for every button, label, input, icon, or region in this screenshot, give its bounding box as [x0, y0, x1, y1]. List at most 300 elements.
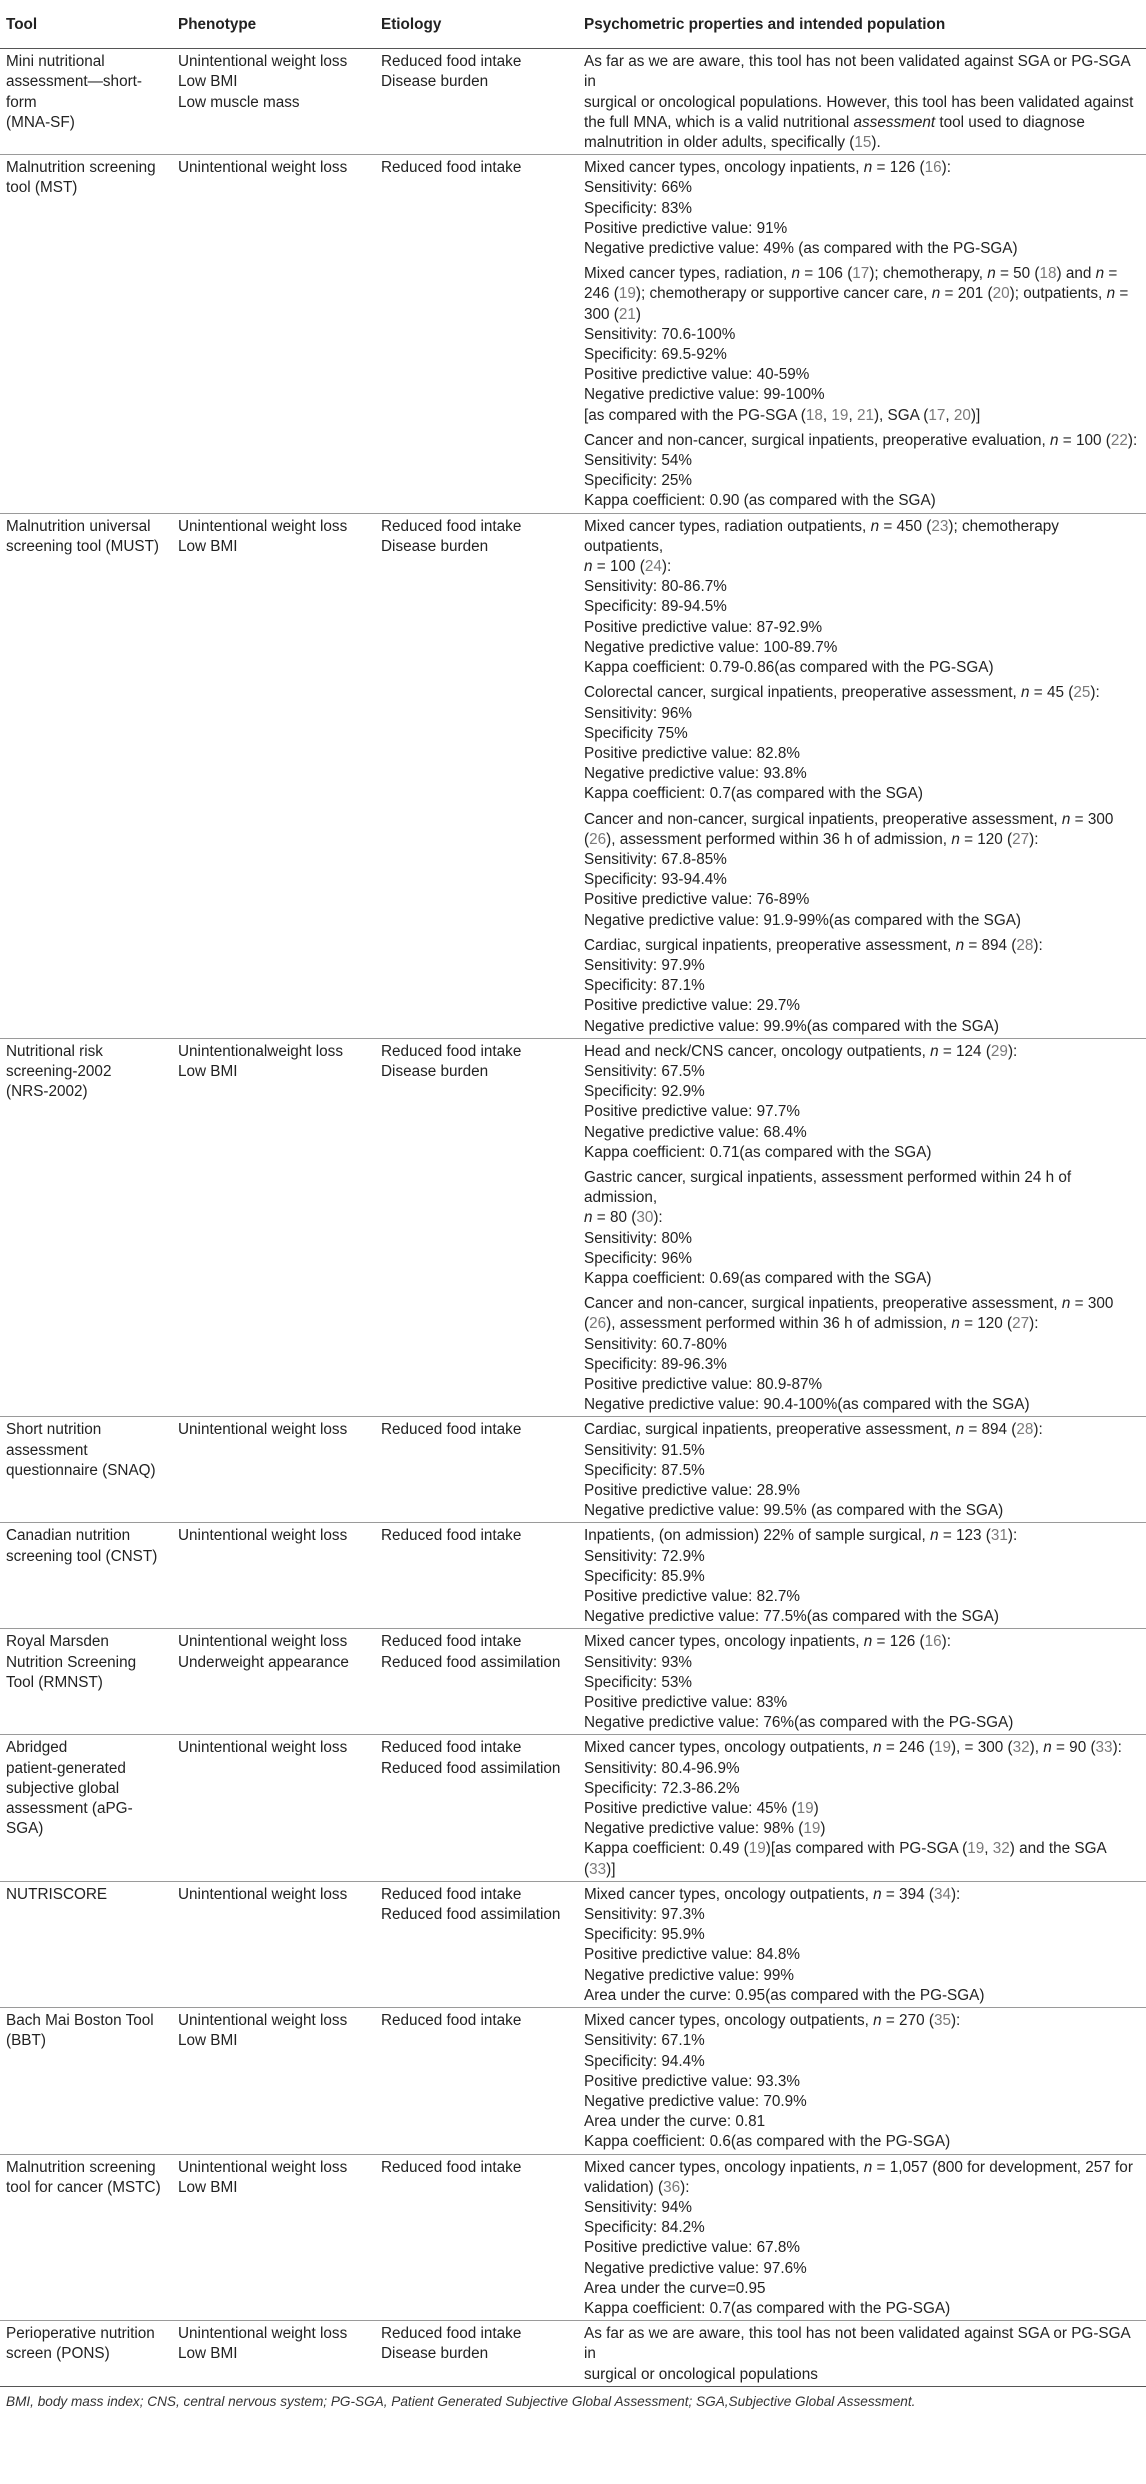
- citation-ref: 34: [933, 1885, 951, 1903]
- text-segment: ):: [1007, 1527, 1018, 1545]
- header-tool: Tool: [0, 3, 172, 49]
- text-segment: Sensitivity: 91.5%: [584, 1441, 705, 1459]
- tool-line: assessment (aPG-SGA): [6, 1800, 133, 1838]
- italic-text: n: [863, 2158, 873, 2176]
- psychometric-line: [584, 284, 1140, 304]
- tool-line: Nutritional risk: [6, 1042, 103, 1060]
- table-row: [0, 2008, 1146, 2154]
- phenotype-line: Low BMI: [178, 537, 238, 555]
- text-segment: ):: [1007, 1042, 1018, 1060]
- text-segment: ), = 300 (: [950, 1739, 1013, 1757]
- citation-ref: 19: [618, 285, 636, 303]
- italic-text: assessment: [853, 113, 936, 131]
- psychometric-line: [584, 1713, 1140, 1733]
- phenotype-line: Unintentional weight loss: [178, 1421, 348, 1439]
- italic-text: n: [951, 1315, 960, 1333]
- tool-line: screening tool (CNST): [6, 1547, 158, 1565]
- citation-ref: 33: [589, 1860, 607, 1878]
- text-segment: Sensitivity: 80%: [584, 1229, 692, 1247]
- citation-ref: 23: [931, 517, 949, 535]
- italic-text: n: [863, 159, 873, 177]
- italic-text: n: [951, 830, 960, 848]
- psychometric-line: [584, 2158, 1140, 2178]
- text-segment: ):: [1029, 1315, 1039, 1333]
- psychometric-line: [584, 1102, 1140, 1122]
- etiology-line: Disease burden: [381, 73, 489, 91]
- tool-line: assessment—short-: [6, 73, 143, 91]
- psychometric-cell: [578, 2154, 1146, 2321]
- tool-line: questionnaire (SNAQ): [6, 1461, 156, 1479]
- psychometric-line: [584, 1123, 1140, 1143]
- text-segment: Kappa coefficient: 0.69(as compared with the SGA): [584, 1269, 932, 1287]
- text-segment: Cardiac, surgical inpatients, preoperative assessment,: [584, 936, 956, 954]
- text-segment: Inpatients, (on admission) 22% of sample surgical,: [584, 1527, 931, 1545]
- text-segment: (: [584, 1315, 590, 1333]
- text-segment: Sensitivity: 54%: [584, 452, 692, 470]
- psychometric-line: [584, 1885, 1140, 1905]
- tool-cell: [0, 49, 172, 155]
- text-segment: ,: [822, 406, 832, 424]
- tool-line: Tool (RMNST): [6, 1673, 103, 1691]
- tool-line: Abridged: [6, 1739, 68, 1757]
- text-segment: (: [584, 830, 590, 848]
- text-segment: Sensitivity: 67.5%: [584, 1062, 705, 1080]
- text-segment: ) and the SGA (: [584, 1840, 1111, 1878]
- text-segment: Specificity: 94.4%: [584, 2052, 705, 2070]
- text-segment: Specificity: 92.9%: [584, 1083, 705, 1101]
- study-block: [584, 1420, 1140, 1521]
- text-segment: the full MNA, which is a valid nutritional: [584, 113, 854, 131]
- tool-line: Royal Marsden: [6, 1633, 109, 1651]
- citation-ref: 26: [589, 830, 607, 848]
- etiology-line: Reduced food intake: [381, 2012, 522, 2030]
- psychometric-cell: [578, 1038, 1146, 1417]
- text-segment: [as compared with the PG-SGA (: [584, 406, 806, 424]
- table-row: [0, 2321, 1146, 2387]
- citation-ref: 15: [854, 134, 872, 152]
- psychometric-line: [584, 219, 1140, 239]
- psychometric-line: [584, 1441, 1140, 1461]
- citation-ref: 26: [589, 1315, 607, 1333]
- etiology-line: Reduced food assimilation: [381, 1653, 561, 1671]
- text-segment: ): [813, 1800, 819, 1818]
- text-segment: = 124 (: [938, 1042, 991, 1060]
- tool-line: Nutrition Screening: [6, 1653, 137, 1671]
- tool-cell: [0, 1523, 172, 1629]
- psychometric-line: [584, 2112, 1140, 2132]
- text-segment: Specificity 75%: [584, 724, 688, 742]
- psychometric-line: [584, 911, 1140, 931]
- text-segment: Positive predictive value: 40-59%: [584, 366, 810, 384]
- text-segment: Sensitivity: 93%: [584, 1653, 692, 1671]
- etiology-cell: [375, 1735, 578, 1881]
- etiology-cell: [375, 513, 578, 1038]
- italic-text: n: [873, 1739, 882, 1757]
- tool-cell: [0, 1629, 172, 1735]
- psychometric-line: [584, 744, 1140, 764]
- text-segment: ); chemotherapy or supportive cancer care,: [635, 285, 932, 303]
- study-block: [584, 517, 1140, 679]
- psychometric-line: [584, 133, 1140, 153]
- header-phenotype: Phenotype: [172, 3, 375, 49]
- citation-ref: 19: [967, 1840, 985, 1858]
- tool-line: (NRS-2002): [6, 1083, 88, 1101]
- phenotype-cell: [172, 1735, 375, 1881]
- psychometric-line: [584, 577, 1140, 597]
- text-segment: Specificity: 85.9%: [584, 1567, 705, 1585]
- etiology-line: Reduced food assimilation: [381, 1759, 561, 1777]
- psychometric-line: [584, 2092, 1140, 2112]
- text-segment: ):: [1127, 431, 1138, 449]
- citation-ref: 31: [990, 1527, 1008, 1545]
- table-row: [0, 1417, 1146, 1523]
- psychometric-line: [584, 52, 1140, 92]
- psychometric-line: [584, 451, 1140, 471]
- citation-ref: 19: [796, 1800, 814, 1818]
- text-segment: Colorectal cancer, surgical inpatients, preoperative assessment,: [584, 684, 1022, 702]
- table-row: [0, 1881, 1146, 2007]
- table-row: [0, 2154, 1146, 2321]
- etiology-cell: [375, 1881, 578, 2007]
- etiology-line: Reduced food intake: [381, 1527, 522, 1545]
- study-block: [584, 1168, 1140, 1289]
- text-segment: ); chemotherapy outpatients,: [584, 517, 1064, 555]
- psychometric-line: [584, 1587, 1140, 1607]
- study-block: [584, 1042, 1140, 1163]
- psychometric-line: [584, 93, 1140, 113]
- text-segment: Positive predictive value: 82.8%: [584, 744, 800, 762]
- screening-tools-table: [0, 3, 1146, 2387]
- psychometric-line: [584, 830, 1140, 850]
- citation-ref: 35: [933, 2012, 951, 2030]
- psychometric-line: [584, 1567, 1140, 1587]
- phenotype-line: Unintentional weight loss: [178, 1739, 348, 1757]
- phenotype-line: Unintentional weight loss: [178, 1633, 348, 1651]
- psychometric-cell: [578, 513, 1146, 1038]
- etiology-line: Disease burden: [381, 2345, 489, 2363]
- text-segment: surgical or oncological populations: [584, 2365, 818, 2383]
- psychometric-cell: [578, 1629, 1146, 1735]
- text-segment: Sensitivity: 97.9%: [584, 956, 705, 974]
- citation-ref: 19: [933, 1739, 951, 1757]
- psychometric-line: [584, 1632, 1140, 1652]
- citation-ref: 25: [1073, 684, 1091, 702]
- tool-line: Bach Mai Boston Tool: [6, 2012, 154, 2030]
- study-block: [584, 2158, 1140, 2320]
- italic-text: n: [873, 2012, 882, 2030]
- italic-text: n: [584, 1209, 593, 1227]
- text-segment: Negative predictive value: 98% (: [584, 1820, 804, 1838]
- text-segment: = 50 (: [995, 265, 1040, 283]
- psychometric-line: [584, 1082, 1140, 1102]
- study-block: [584, 2011, 1140, 2152]
- text-segment: Positive predictive value: 97.7%: [584, 1103, 800, 1121]
- psychometric-line: [584, 1420, 1140, 1440]
- text-segment: Sensitivity: 67.8-85%: [584, 850, 727, 868]
- phenotype-line: Low BMI: [178, 73, 238, 91]
- text-segment: Mixed cancer types, oncology inpatients,: [584, 2158, 864, 2176]
- table-row: [0, 1038, 1146, 1417]
- psychometric-line: [584, 1501, 1140, 1521]
- text-segment: = 126 (: [872, 1633, 925, 1651]
- italic-text: n: [931, 285, 941, 303]
- italic-text: n: [930, 1042, 939, 1060]
- table-row: [0, 1523, 1146, 1629]
- phenotype-line: Unintentional weight loss: [178, 2325, 348, 2343]
- psychometric-line: [584, 2365, 1140, 2385]
- phenotype-line: Unintentional weight loss: [178, 53, 348, 71]
- text-segment: ):: [950, 2012, 961, 2030]
- tool-line: Malnutrition screening: [6, 159, 156, 177]
- table-row: [0, 1735, 1146, 1881]
- psychometric-cell: [578, 1417, 1146, 1523]
- text-segment: = 80 (: [592, 1209, 637, 1227]
- phenotype-line: Low BMI: [178, 2345, 238, 2363]
- tool-line: tool for cancer (MSTC): [6, 2178, 161, 2196]
- table-row: [0, 49, 1146, 155]
- psychometric-line: [584, 1819, 1140, 1839]
- text-segment: = 894 (: [964, 1421, 1017, 1439]
- tool-line: assessment: [6, 1441, 88, 1459]
- etiology-line: Reduced food intake: [381, 1739, 522, 1757]
- psychometric-line: [584, 557, 1140, 577]
- italic-text: n: [1106, 285, 1116, 303]
- text-segment: Sensitivity: 70.6-100%: [584, 325, 736, 343]
- citation-ref: 32: [1012, 1739, 1030, 1757]
- text-segment: = 120 (: [959, 1315, 1013, 1333]
- study-block: [584, 431, 1140, 512]
- psychometric-cell: [578, 1523, 1146, 1629]
- text-segment: = 394 (: [881, 1885, 934, 1903]
- text-segment: Sensitivity: 66%: [584, 179, 692, 197]
- tool-line: Short nutrition: [6, 1421, 102, 1439]
- study-block: [584, 810, 1140, 931]
- psychometric-line: [584, 365, 1140, 385]
- psychometric-line: [584, 1481, 1140, 1501]
- text-segment: Sensitivity: 60.7-80%: [584, 1335, 727, 1353]
- tool-line: Malnutrition universal: [6, 517, 151, 535]
- text-segment: Mixed cancer types, oncology outpatients,: [584, 1885, 874, 1903]
- citation-ref: 36: [663, 2178, 681, 2196]
- study-block: [584, 1526, 1140, 1627]
- text-segment: = 1,057 (800 for development, 257 for: [872, 2158, 1133, 2176]
- text-segment: Cancer and non-cancer, surgical inpatients, preoperative evaluation,: [584, 431, 1050, 449]
- psychometric-line: [584, 1208, 1140, 1228]
- text-segment: tool used to diagnose: [935, 113, 1085, 131]
- citation-ref: 21: [618, 305, 636, 323]
- psychometric-line: [584, 1738, 1140, 1758]
- text-segment: = 123 (: [938, 1527, 991, 1545]
- psychometric-cell: [578, 49, 1146, 155]
- citation-ref: 28: [1016, 1421, 1034, 1439]
- text-segment: ,: [984, 1840, 993, 1858]
- psychometric-line: [584, 810, 1140, 830]
- psychometric-line: [584, 1779, 1140, 1799]
- psychometric-line: [584, 2031, 1140, 2051]
- text-segment: malnutrition in older adults, specifically (: [584, 134, 855, 152]
- etiology-cell: [375, 49, 578, 155]
- text-segment: )]: [970, 406, 981, 424]
- citation-ref: 30: [636, 1209, 654, 1227]
- italic-text: n: [791, 265, 800, 283]
- etiology-cell: [375, 2008, 578, 2154]
- text-segment: ):: [950, 1885, 961, 1903]
- etiology-cell: [375, 1629, 578, 1735]
- psychometric-line: [584, 2198, 1140, 2218]
- text-segment: ):: [680, 2178, 690, 2196]
- table-footnote: BMI, body mass index; CNS, central nervous system; PG-SGA, Patient Generated Subjective Global Assessment; SGA,Subjective Global Assessment.: [6, 2393, 916, 2409]
- psychometric-line: [584, 2052, 1140, 2072]
- etiology-cell: [375, 2321, 578, 2387]
- text-segment: Kappa coefficient: 0.71(as compared with the SGA): [584, 1143, 932, 1161]
- text-segment: Negative predictive value: 49% (as compared with the PG-SGA): [584, 240, 1018, 258]
- text-segment: = 201 (: [940, 285, 993, 303]
- psychometric-line: [584, 1986, 1140, 2006]
- text-segment: Mixed cancer types, radiation,: [584, 265, 792, 283]
- psychometric-line: [584, 239, 1140, 259]
- study-block: [584, 1738, 1140, 1879]
- text-segment: = 300: [1070, 810, 1114, 828]
- psychometric-line: [584, 2011, 1140, 2031]
- etiology-line: Reduced food assimilation: [381, 1906, 561, 1924]
- text-segment: 300 (: [584, 305, 619, 323]
- phenotype-cell: [172, 2154, 375, 2321]
- table-body: [0, 49, 1146, 2387]
- text-segment: Positive predictive value: 91%: [584, 219, 788, 237]
- text-segment: Negative predictive value: 97.6%: [584, 2259, 807, 2277]
- tool-line: (BBT): [6, 2032, 46, 2050]
- text-segment: Negative predictive value: 100-89.7%: [584, 638, 838, 656]
- psychometric-line: [584, 199, 1140, 219]
- citation-ref: 16: [924, 159, 942, 177]
- header-row: [0, 3, 1146, 49]
- text-segment: Sensitivity: 80-86.7%: [584, 578, 727, 596]
- text-segment: Positive predictive value: 84.8%: [584, 1946, 800, 1964]
- citation-ref: 20: [992, 285, 1010, 303]
- psychometric-line: [584, 345, 1140, 365]
- tool-line: Mini nutritional: [6, 53, 105, 71]
- psychometric-line: [584, 784, 1140, 804]
- text-segment: = 246 (: [881, 1739, 934, 1757]
- text-segment: Cancer and non-cancer, surgical inpatients, preoperative assessment,: [584, 810, 1062, 828]
- text-segment: Negative predictive value: 99-100%: [584, 386, 825, 404]
- citation-ref: 19: [831, 406, 849, 424]
- text-segment: As far as we are aware, this tool has not been validated against SGA or PG-SGA in: [584, 2325, 1135, 2363]
- italic-text: n: [1095, 265, 1105, 283]
- text-segment: Specificity: 84.2%: [584, 2219, 705, 2237]
- text-segment: Positive predictive value: 87-92.9%: [584, 618, 823, 636]
- psychometric-line: [584, 2178, 1140, 2198]
- tool-cell: [0, 513, 172, 1038]
- psychometric-line: [584, 1269, 1140, 1289]
- text-segment: Specificity: 72.3-86.2%: [584, 1779, 740, 1797]
- phenotype-line: Low muscle mass: [178, 93, 300, 111]
- phenotype-line: Unintentionalweight loss: [178, 1042, 343, 1060]
- citation-ref: 19: [748, 1840, 766, 1858]
- psychometric-line: [584, 1673, 1140, 1693]
- phenotype-cell: [172, 2008, 375, 2154]
- psychometric-line: [584, 704, 1140, 724]
- etiology-cell: [375, 1038, 578, 1417]
- etiology-line: Reduced food intake: [381, 1042, 522, 1060]
- psychometric-line: [584, 1062, 1140, 1082]
- psychometric-line: [584, 113, 1140, 133]
- etiology-line: Disease burden: [381, 537, 489, 555]
- psychometric-line: [584, 936, 1140, 956]
- text-segment: Negative predictive value: 70.9%: [584, 2092, 807, 2110]
- text-segment: Positive predictive value: 76-89%: [584, 891, 810, 909]
- text-segment: = 100 (: [1058, 431, 1111, 449]
- text-segment: ); outpatients,: [1009, 285, 1107, 303]
- psychometric-line: [584, 1526, 1140, 1546]
- psychometric-line: [584, 158, 1140, 178]
- psychometric-line: [584, 2279, 1140, 2299]
- etiology-line: Reduced food intake: [381, 517, 522, 535]
- psychometric-cell: [578, 2008, 1146, 2154]
- psychometric-line: [584, 1839, 1140, 1879]
- psychometric-line: [584, 2072, 1140, 2092]
- tool-cell: [0, 2008, 172, 2154]
- psychometric-line: [584, 406, 1140, 426]
- italic-text: n: [863, 1633, 873, 1651]
- text-segment: Area under the curve: 0.95(as compared with the PG-SGA): [584, 1986, 985, 2004]
- text-segment: Specificity: 53%: [584, 1673, 692, 1691]
- text-segment: Area under the curve: 0.81: [584, 2113, 766, 2131]
- psychometric-line: [584, 431, 1140, 451]
- text-segment: = 90 (: [1051, 1739, 1096, 1757]
- table-row: [0, 155, 1146, 513]
- text-segment: = 120 (: [959, 830, 1013, 848]
- citation-ref: 32: [992, 1840, 1010, 1858]
- study-block: [584, 1632, 1140, 1733]
- table-row: [0, 513, 1146, 1038]
- citation-ref: 19: [803, 1820, 821, 1838]
- text-segment: Positive predictive value: 83%: [584, 1694, 788, 1712]
- etiology-cell: [375, 1417, 578, 1523]
- tool-line: (MNA-SF): [6, 113, 75, 131]
- text-segment: Negative predictive value: 76%(as compared with the PG-SGA): [584, 1714, 1014, 1732]
- psychometric-cell: [578, 1881, 1146, 2007]
- tool-cell: [0, 1417, 172, 1523]
- citation-ref: 20: [953, 406, 971, 424]
- text-segment: = 894 (: [964, 936, 1017, 954]
- phenotype-cell: [172, 1038, 375, 1417]
- text-segment: Specificity: 87.1%: [584, 977, 705, 995]
- text-segment: Positive predictive value: 80.9-87%: [584, 1376, 823, 1393]
- phenotype-cell: [172, 513, 375, 1038]
- text-segment: Kappa coefficient: 0.6(as compared with the PG-SGA): [584, 2133, 951, 2151]
- phenotype-cell: [172, 1417, 375, 1523]
- text-segment: ),: [1029, 1739, 1044, 1757]
- text-segment: Kappa coefficient: 0.7(as compared with the PG-SGA): [584, 2299, 951, 2317]
- psychometric-line: [584, 996, 1140, 1016]
- psychometric-line: [584, 1925, 1140, 1945]
- phenotype-cell: [172, 2321, 375, 2387]
- psychometric-line: [584, 1759, 1140, 1779]
- text-segment: Specificity: 93-94.4%: [584, 871, 727, 889]
- tool-line: patient-generated: [6, 1759, 126, 1777]
- text-segment: ):: [1090, 684, 1100, 702]
- etiology-cell: [375, 1523, 578, 1629]
- text-segment: Specificity: 25%: [584, 472, 692, 490]
- text-segment: = 450 (: [879, 517, 932, 535]
- psychometric-line: [584, 976, 1140, 996]
- study-block: [584, 1885, 1140, 2006]
- text-segment: ): [820, 1820, 826, 1838]
- tool-cell: [0, 1735, 172, 1881]
- phenotype-cell: [172, 1629, 375, 1735]
- text-segment: ); chemotherapy,: [869, 265, 988, 283]
